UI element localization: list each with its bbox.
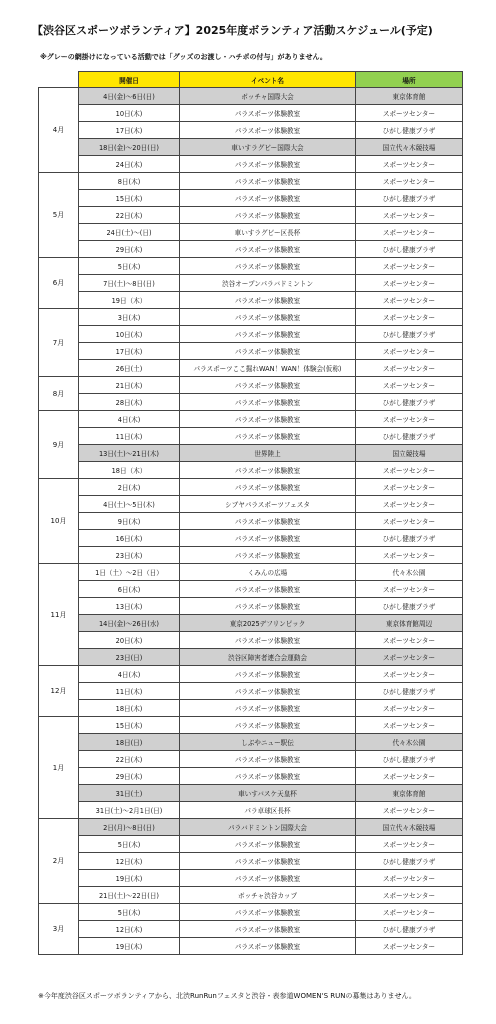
header-venue: 場所 <box>356 72 463 88</box>
schedule-row <box>39 547 463 564</box>
event-name: パラスポーツ体験教室 <box>180 156 356 173</box>
event-venue: スポーツセンター <box>356 513 463 530</box>
event-date: 18日(木) <box>79 700 180 717</box>
header-date: 開催日 <box>79 72 180 88</box>
event-venue: スポーツセンター <box>356 173 463 190</box>
event-venue: スポーツセンター <box>356 105 463 122</box>
event-name: パラスポーツ体験教室 <box>180 717 356 734</box>
event-date: 7日(土)～8日(日) <box>79 275 180 292</box>
event-venue: スポーツセンター <box>356 292 463 309</box>
event-venue: 国立代々木競技場 <box>356 139 463 156</box>
schedule-row <box>39 683 463 700</box>
schedule-row <box>39 530 463 547</box>
event-date: 31日(土) <box>79 785 180 802</box>
schedule-row <box>39 139 463 156</box>
event-name: パラスポーツ体験教室 <box>180 683 356 700</box>
month-label: 11月 <box>39 564 79 666</box>
event-name: パラバドミントン国際大会 <box>180 819 356 836</box>
event-name: パラスポーツ体験教室 <box>180 343 356 360</box>
schedule-row <box>39 445 463 462</box>
schedule-row <box>39 649 463 666</box>
schedule-row <box>39 326 463 343</box>
schedule-row <box>39 122 463 139</box>
event-date: 10日(木) <box>79 326 180 343</box>
event-date: 24日(木) <box>79 156 180 173</box>
event-venue: 代々木公園 <box>356 734 463 751</box>
event-venue: スポーツセンター <box>356 258 463 275</box>
schedule-row <box>39 581 463 598</box>
event-venue: ひがし健康プラザ <box>356 921 463 938</box>
event-date: 8日(木) <box>79 173 180 190</box>
month-label: 3月 <box>39 904 79 955</box>
event-venue: ひがし健康プラザ <box>356 122 463 139</box>
event-venue: スポーツセンター <box>356 156 463 173</box>
schedule-row <box>39 343 463 360</box>
event-date: 20日(木) <box>79 632 180 649</box>
event-name: ボッチャ国際大会 <box>180 88 356 105</box>
event-date: 17日(木) <box>79 343 180 360</box>
event-name: パラスポーツ体験教室 <box>180 581 356 598</box>
event-name: パラスポーツ体験教室 <box>180 836 356 853</box>
event-venue: スポーツセンター <box>356 938 463 955</box>
event-date: 12日(木) <box>79 921 180 938</box>
schedule-row <box>39 853 463 870</box>
event-date: 18日（木） <box>79 462 180 479</box>
event-name: パラスポーツ体験教室 <box>180 632 356 649</box>
event-date: 1日（土）～2日（日） <box>79 564 180 581</box>
schedule-row <box>39 428 463 445</box>
schedule-row <box>39 156 463 173</box>
event-date: 23日(木) <box>79 547 180 564</box>
event-date: 18日(日) <box>79 734 180 751</box>
event-date: 4日(土)～5日(木) <box>79 496 180 513</box>
event-name: パラスポーツここ掘れWAN！WAN！体験会(仮称) <box>180 360 356 377</box>
event-date: 19日(木) <box>79 938 180 955</box>
event-venue: 国立競技場 <box>356 445 463 462</box>
event-name: 東京2025デフリンピック <box>180 615 356 632</box>
event-date: 28日(木) <box>79 394 180 411</box>
footer-note: ※今年度渋谷区スポーツボランティアから、北渋RunRunフェスタと渋谷・表参道WOMEN'S RUNの募集はありません。 <box>38 992 416 1000</box>
event-date: 5日(木) <box>79 904 180 921</box>
event-venue: スポーツセンター <box>356 649 463 666</box>
event-name: 車いすラグビー区長杯 <box>180 224 356 241</box>
event-date: 29日(木) <box>79 241 180 258</box>
event-date: 24日(土)～(日) <box>79 224 180 241</box>
event-venue: ひがし健康プラザ <box>356 683 463 700</box>
schedule-row <box>39 802 463 819</box>
event-venue: 東京体育館 <box>356 785 463 802</box>
event-name: パラ卓球区長杯 <box>180 802 356 819</box>
event-venue: スポーツセンター <box>356 768 463 785</box>
event-name: パラスポーツ体験教室 <box>180 105 356 122</box>
schedule-row <box>39 904 463 921</box>
event-name: パラスポーツ体験教室 <box>180 598 356 615</box>
event-name: 世界陸上 <box>180 445 356 462</box>
event-name: パラスポーツ体験教室 <box>180 309 356 326</box>
event-date: 21日(木) <box>79 377 180 394</box>
event-venue: スポーツセンター <box>356 275 463 292</box>
event-name: パラスポーツ体験教室 <box>180 530 356 547</box>
event-name: パラスポーツ体験教室 <box>180 190 356 207</box>
event-date: 15日(木) <box>79 717 180 734</box>
event-venue: 代々木公園 <box>356 564 463 581</box>
event-venue: スポーツセンター <box>356 462 463 479</box>
event-venue: ひがし健康プラザ <box>356 530 463 547</box>
event-name: パラスポーツ体験教室 <box>180 258 356 275</box>
event-date: 22日(木) <box>79 207 180 224</box>
schedule-row <box>39 700 463 717</box>
schedule-row <box>39 615 463 632</box>
schedule-row <box>39 105 463 122</box>
event-name: 渋谷区障害者連合会運動会 <box>180 649 356 666</box>
event-venue: スポーツセンター <box>356 836 463 853</box>
event-name: パラスポーツ体験教室 <box>180 326 356 343</box>
event-venue: ひがし健康プラザ <box>356 428 463 445</box>
event-date: 4日(木) <box>79 666 180 683</box>
event-venue: ひがし健康プラザ <box>356 241 463 258</box>
page-title: 【渋谷区スポーツボランティア】2025年度ボランティア活動スケジュール(予定) <box>32 24 433 37</box>
schedule-row <box>39 819 463 836</box>
event-venue: スポーツセンター <box>356 632 463 649</box>
event-venue: スポーツセンター <box>356 666 463 683</box>
event-name: パラスポーツ体験教室 <box>180 411 356 428</box>
event-name: しぶやニュー駅伝 <box>180 734 356 751</box>
event-date: 31日(土)～2月1日(日) <box>79 802 180 819</box>
event-venue: ひがし健康プラザ <box>356 751 463 768</box>
event-name: 車いすバスケ天皇杯 <box>180 785 356 802</box>
schedule-table <box>38 71 463 955</box>
event-date: 6日(木) <box>79 581 180 598</box>
schedule-row <box>39 394 463 411</box>
schedule-body <box>39 88 463 955</box>
event-venue: スポーツセンター <box>356 887 463 904</box>
schedule-row <box>39 462 463 479</box>
event-venue: スポーツセンター <box>356 581 463 598</box>
schedule-row <box>39 785 463 802</box>
event-date: 4日(金)～6日(日) <box>79 88 180 105</box>
event-name: パラスポーツ体験教室 <box>180 904 356 921</box>
event-venue: スポーツセンター <box>356 360 463 377</box>
event-name: シブヤパラスポーツフェスタ <box>180 496 356 513</box>
event-name: パラスポーツ体験教室 <box>180 394 356 411</box>
event-date: 5日(木) <box>79 258 180 275</box>
month-label: 4月 <box>39 88 79 173</box>
schedule-row <box>39 887 463 904</box>
event-name: パラスポーツ体験教室 <box>180 666 356 683</box>
event-name: ボッチャ渋谷カップ <box>180 887 356 904</box>
month-label: 9月 <box>39 411 79 479</box>
event-date: 23日(日) <box>79 649 180 666</box>
event-date: 11日(木) <box>79 683 180 700</box>
event-name: パラスポーツ体験教室 <box>180 428 356 445</box>
event-date: 29日(木) <box>79 768 180 785</box>
schedule-row <box>39 496 463 513</box>
event-name: パラスポーツ体験教室 <box>180 768 356 785</box>
event-date: 15日(木) <box>79 190 180 207</box>
header-event: イベント名 <box>180 72 356 88</box>
schedule-row <box>39 632 463 649</box>
event-date: 13日(木) <box>79 598 180 615</box>
event-venue: ひがし健康プラザ <box>356 326 463 343</box>
schedule-row <box>39 734 463 751</box>
schedule-row <box>39 88 463 105</box>
event-venue: スポーツセンター <box>356 224 463 241</box>
schedule-row <box>39 717 463 734</box>
event-venue: ひがし健康プラザ <box>356 394 463 411</box>
event-date: 12日(木) <box>79 853 180 870</box>
event-date: 17日(木) <box>79 122 180 139</box>
month-label: 10月 <box>39 479 79 564</box>
header-blank-cell <box>39 72 79 88</box>
event-date: 5日(木) <box>79 836 180 853</box>
event-venue: 東京体育館 <box>356 88 463 105</box>
event-date: 18日(金)～20日(日) <box>79 139 180 156</box>
schedule-row <box>39 173 463 190</box>
event-date: 19日（木） <box>79 292 180 309</box>
month-label: 2月 <box>39 819 79 904</box>
event-venue: ひがし健康プラザ <box>356 598 463 615</box>
event-date: 21日(土)～22日(日) <box>79 887 180 904</box>
schedule-row <box>39 241 463 258</box>
schedule-row <box>39 360 463 377</box>
schedule-row <box>39 224 463 241</box>
schedule-row <box>39 207 463 224</box>
event-date: 11日(木) <box>79 428 180 445</box>
event-name: パラスポーツ体験教室 <box>180 921 356 938</box>
event-name: パラスポーツ体験教室 <box>180 938 356 955</box>
event-venue: スポーツセンター <box>356 700 463 717</box>
event-venue: ひがし健康プラザ <box>356 853 463 870</box>
event-date: 26日(土) <box>79 360 180 377</box>
event-venue: スポーツセンター <box>356 343 463 360</box>
event-date: 22日(木) <box>79 751 180 768</box>
schedule-row <box>39 190 463 207</box>
event-name: パラスポーツ体験教室 <box>180 479 356 496</box>
event-name: 渋谷オープンパラバドミントン <box>180 275 356 292</box>
event-name: パラスポーツ体験教室 <box>180 700 356 717</box>
event-date: 19日(木) <box>79 870 180 887</box>
event-name: パラスポーツ体験教室 <box>180 462 356 479</box>
event-name: パラスポーツ体験教室 <box>180 853 356 870</box>
schedule-row <box>39 479 463 496</box>
event-venue: 東京体育館周辺 <box>356 615 463 632</box>
event-venue: スポーツセンター <box>356 377 463 394</box>
event-name: パラスポーツ体験教室 <box>180 241 356 258</box>
schedule-row <box>39 598 463 615</box>
event-venue: スポーツセンター <box>356 870 463 887</box>
schedule-row <box>39 836 463 853</box>
schedule-row <box>39 377 463 394</box>
event-date: 3日(木) <box>79 309 180 326</box>
event-venue: スポーツセンター <box>356 904 463 921</box>
event-name: 車いすラグビー国際大会 <box>180 139 356 156</box>
event-date: 2日(月)～8日(日) <box>79 819 180 836</box>
event-name: パラスポーツ体験教室 <box>180 513 356 530</box>
schedule-row <box>39 768 463 785</box>
schedule-row <box>39 921 463 938</box>
event-date: 4日(木) <box>79 411 180 428</box>
event-date: 10日(木) <box>79 105 180 122</box>
event-venue: スポーツセンター <box>356 717 463 734</box>
event-venue: スポーツセンター <box>356 802 463 819</box>
schedule-row <box>39 938 463 955</box>
event-name: パラスポーツ体験教室 <box>180 751 356 768</box>
event-name: パラスポーツ体験教室 <box>180 547 356 564</box>
schedule-row <box>39 258 463 275</box>
event-venue: スポーツセンター <box>356 411 463 428</box>
month-label: 1月 <box>39 717 79 819</box>
month-label: 8月 <box>39 377 79 411</box>
schedule-row <box>39 275 463 292</box>
schedule-row <box>39 870 463 887</box>
month-label: 6月 <box>39 258 79 309</box>
event-date: 13日(土)～21日(木) <box>79 445 180 462</box>
schedule-row <box>39 513 463 530</box>
gray-shading-note: ※グレーの網掛けになっている活動では「グッズのお渡し・ハチポの付与」がありません。 <box>40 53 327 61</box>
schedule-row <box>39 292 463 309</box>
event-venue: ひがし健康プラザ <box>356 190 463 207</box>
schedule-row <box>39 309 463 326</box>
event-name: パラスポーツ体験教室 <box>180 173 356 190</box>
month-label: 12月 <box>39 666 79 717</box>
schedule-row <box>39 411 463 428</box>
event-date: 9日(木) <box>79 513 180 530</box>
event-venue: スポーツセンター <box>356 479 463 496</box>
event-name: パラスポーツ体験教室 <box>180 207 356 224</box>
event-date: 2日(木) <box>79 479 180 496</box>
month-label: 7月 <box>39 309 79 377</box>
event-venue: スポーツセンター <box>356 496 463 513</box>
event-date: 16日(木) <box>79 530 180 547</box>
event-name: パラスポーツ体験教室 <box>180 122 356 139</box>
event-name: くみんの広場 <box>180 564 356 581</box>
event-name: パラスポーツ体験教室 <box>180 292 356 309</box>
event-venue: スポーツセンター <box>356 309 463 326</box>
month-label: 5月 <box>39 173 79 258</box>
event-venue: 国立代々木競技場 <box>356 819 463 836</box>
schedule-row <box>39 751 463 768</box>
schedule-row <box>39 564 463 581</box>
event-name: パラスポーツ体験教室 <box>180 377 356 394</box>
event-venue: スポーツセンター <box>356 547 463 564</box>
event-venue: スポーツセンター <box>356 207 463 224</box>
event-date: 14日(金)～26日(水) <box>79 615 180 632</box>
schedule-row <box>39 666 463 683</box>
header-row <box>39 72 463 88</box>
event-name: パラスポーツ体験教室 <box>180 870 356 887</box>
